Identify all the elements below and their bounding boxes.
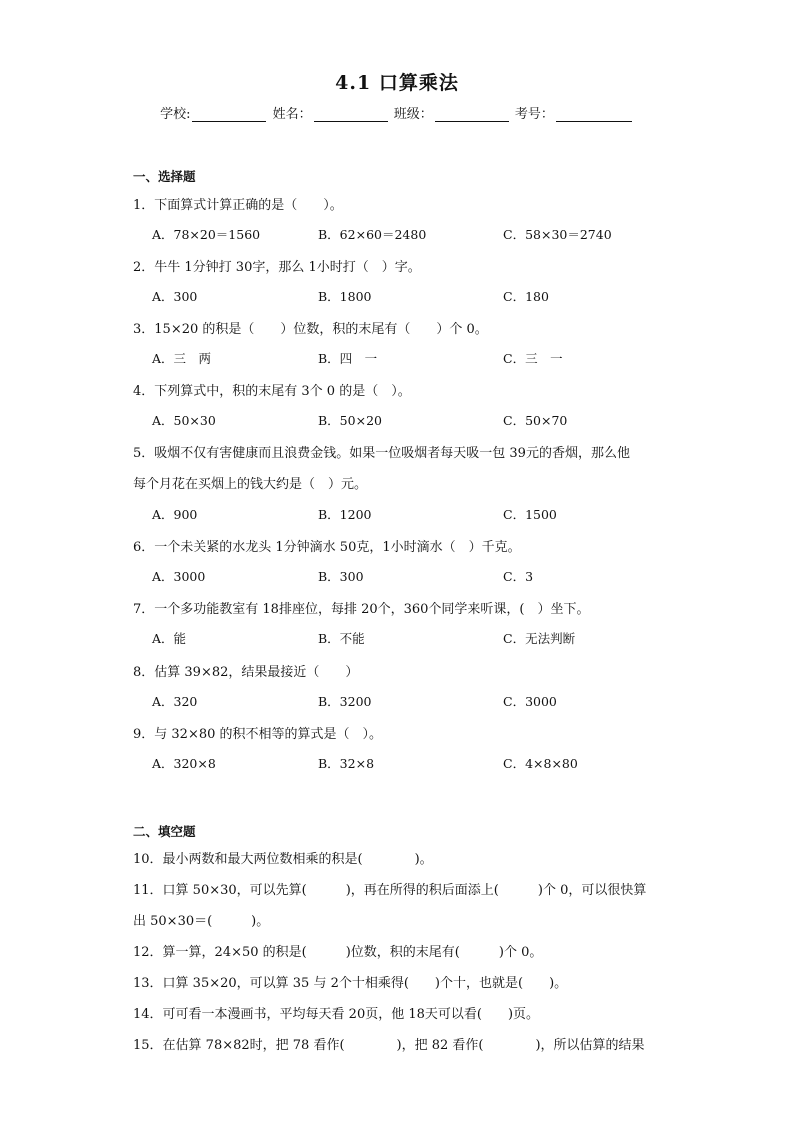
q5-option-c: C．1500 bbox=[503, 507, 557, 522]
q9-option-b: B．32×8 bbox=[318, 756, 375, 771]
student-info-line bbox=[0, 103, 794, 122]
exam-number-label: 考号： bbox=[514, 107, 554, 122]
name-label: 姓名： bbox=[272, 107, 312, 122]
q5-option-b: B．1200 bbox=[318, 507, 372, 522]
section-heading-fill: 二、填空题 bbox=[133, 824, 196, 839]
q8-option-c: C．3000 bbox=[503, 694, 557, 709]
page-title: 4.1 口算乘法 bbox=[335, 72, 459, 94]
class-label: 班级： bbox=[393, 107, 433, 122]
question-3: 3．15×20 的积是（ ）位数，积的末尾有（ ）个 0。 bbox=[133, 322, 488, 337]
q1-option-b: B．62×60＝2480 bbox=[318, 227, 427, 242]
q4-option-b: B．50×20 bbox=[318, 413, 382, 428]
question-5-continued: 每个月花在买烟上的钱大约是（ ）元。 bbox=[133, 477, 368, 492]
school-blank[interactable] bbox=[192, 107, 266, 122]
question-15: 15．在估算 78×82时，把 78 看作( )，把 82 看作( )，所以估算的结果 bbox=[133, 1038, 645, 1053]
exam-number-blank[interactable] bbox=[556, 107, 632, 122]
q4-option-c: C．50×70 bbox=[503, 413, 568, 428]
question-4: 4．下列算式中，积的末尾有 3个 0 的是（ ）。 bbox=[133, 384, 411, 399]
question-2: 2．牛牛 1分钟打 30字，那么 1小时打（ ）字。 bbox=[133, 260, 421, 275]
q3-option-a: A．三 两 bbox=[152, 351, 212, 366]
section-heading-choice: 一、选择题 bbox=[133, 169, 196, 184]
question-10: 10．最小两数和最大两位数相乘的积是( )。 bbox=[133, 852, 433, 867]
question-8: 8．估算 39×82，结果最接近（ ） bbox=[133, 665, 359, 680]
question-11-continued: 出 50×30＝( )。 bbox=[133, 914, 270, 929]
q6-option-b: B．300 bbox=[318, 569, 364, 584]
q1-option-a: A．78×20＝1560 bbox=[152, 227, 261, 242]
question-11: 11．口算 50×30，可以先算( )，再在所得的积后面添上( )个 0，可以很快算 bbox=[133, 883, 647, 898]
question-9: 9．与 32×80 的积不相等的算式是（ ）。 bbox=[133, 727, 383, 742]
q8-option-b: B．3200 bbox=[318, 694, 372, 709]
q5-option-a: A．900 bbox=[152, 507, 198, 522]
q3-option-b: B．四 一 bbox=[318, 351, 378, 366]
q8-option-a: A．320 bbox=[152, 694, 198, 709]
q3-option-c: C．三 一 bbox=[503, 351, 563, 366]
q2-option-a: A．300 bbox=[152, 289, 198, 304]
q2-option-b: B．1800 bbox=[318, 289, 372, 304]
name-blank[interactable] bbox=[314, 107, 388, 122]
q9-option-a: A．320×8 bbox=[152, 756, 216, 771]
q7-option-a: A．能 bbox=[152, 631, 187, 646]
question-13: 13．口算 35×20，可以算 35 与 2个十相乘得( )个十，也就是( )。 bbox=[133, 976, 568, 991]
question-1: 1．下面算式计算正确的是（ ）。 bbox=[133, 198, 343, 213]
q6-option-c: C．3 bbox=[503, 569, 534, 584]
question-12: 12．算一算，24×50 的积是( )位数，积的末尾有( )个 0。 bbox=[133, 945, 543, 960]
q2-option-c: C．180 bbox=[503, 289, 549, 304]
q7-option-c: C．无法判断 bbox=[503, 631, 576, 646]
question-14: 14．可可看一本漫画书，平均每天看 20页，他 18天可以看( )页。 bbox=[133, 1007, 540, 1022]
q1-option-c: C．58×30＝2740 bbox=[503, 227, 612, 242]
q4-option-a: A．50×30 bbox=[152, 413, 216, 428]
class-blank[interactable] bbox=[435, 107, 509, 122]
question-5: 5．吸烟不仅有害健康而且浪费金钱。如果一位吸烟者每天吸一包 39元的香烟，那么他 bbox=[133, 446, 630, 461]
q9-option-c: C．4×8×80 bbox=[503, 756, 578, 771]
school-label: 学校: bbox=[160, 107, 191, 122]
q6-option-a: A．3000 bbox=[152, 569, 206, 584]
q7-option-b: B．不能 bbox=[318, 631, 365, 646]
question-6: 6．一个未关紧的水龙头 1分钟滴水 50克，1小时滴水（ ）千克。 bbox=[133, 540, 521, 555]
question-7: 7．一个多功能教室有 18排座位，每排 20个，360个同学来听课，( ）坐下。 bbox=[133, 602, 590, 617]
